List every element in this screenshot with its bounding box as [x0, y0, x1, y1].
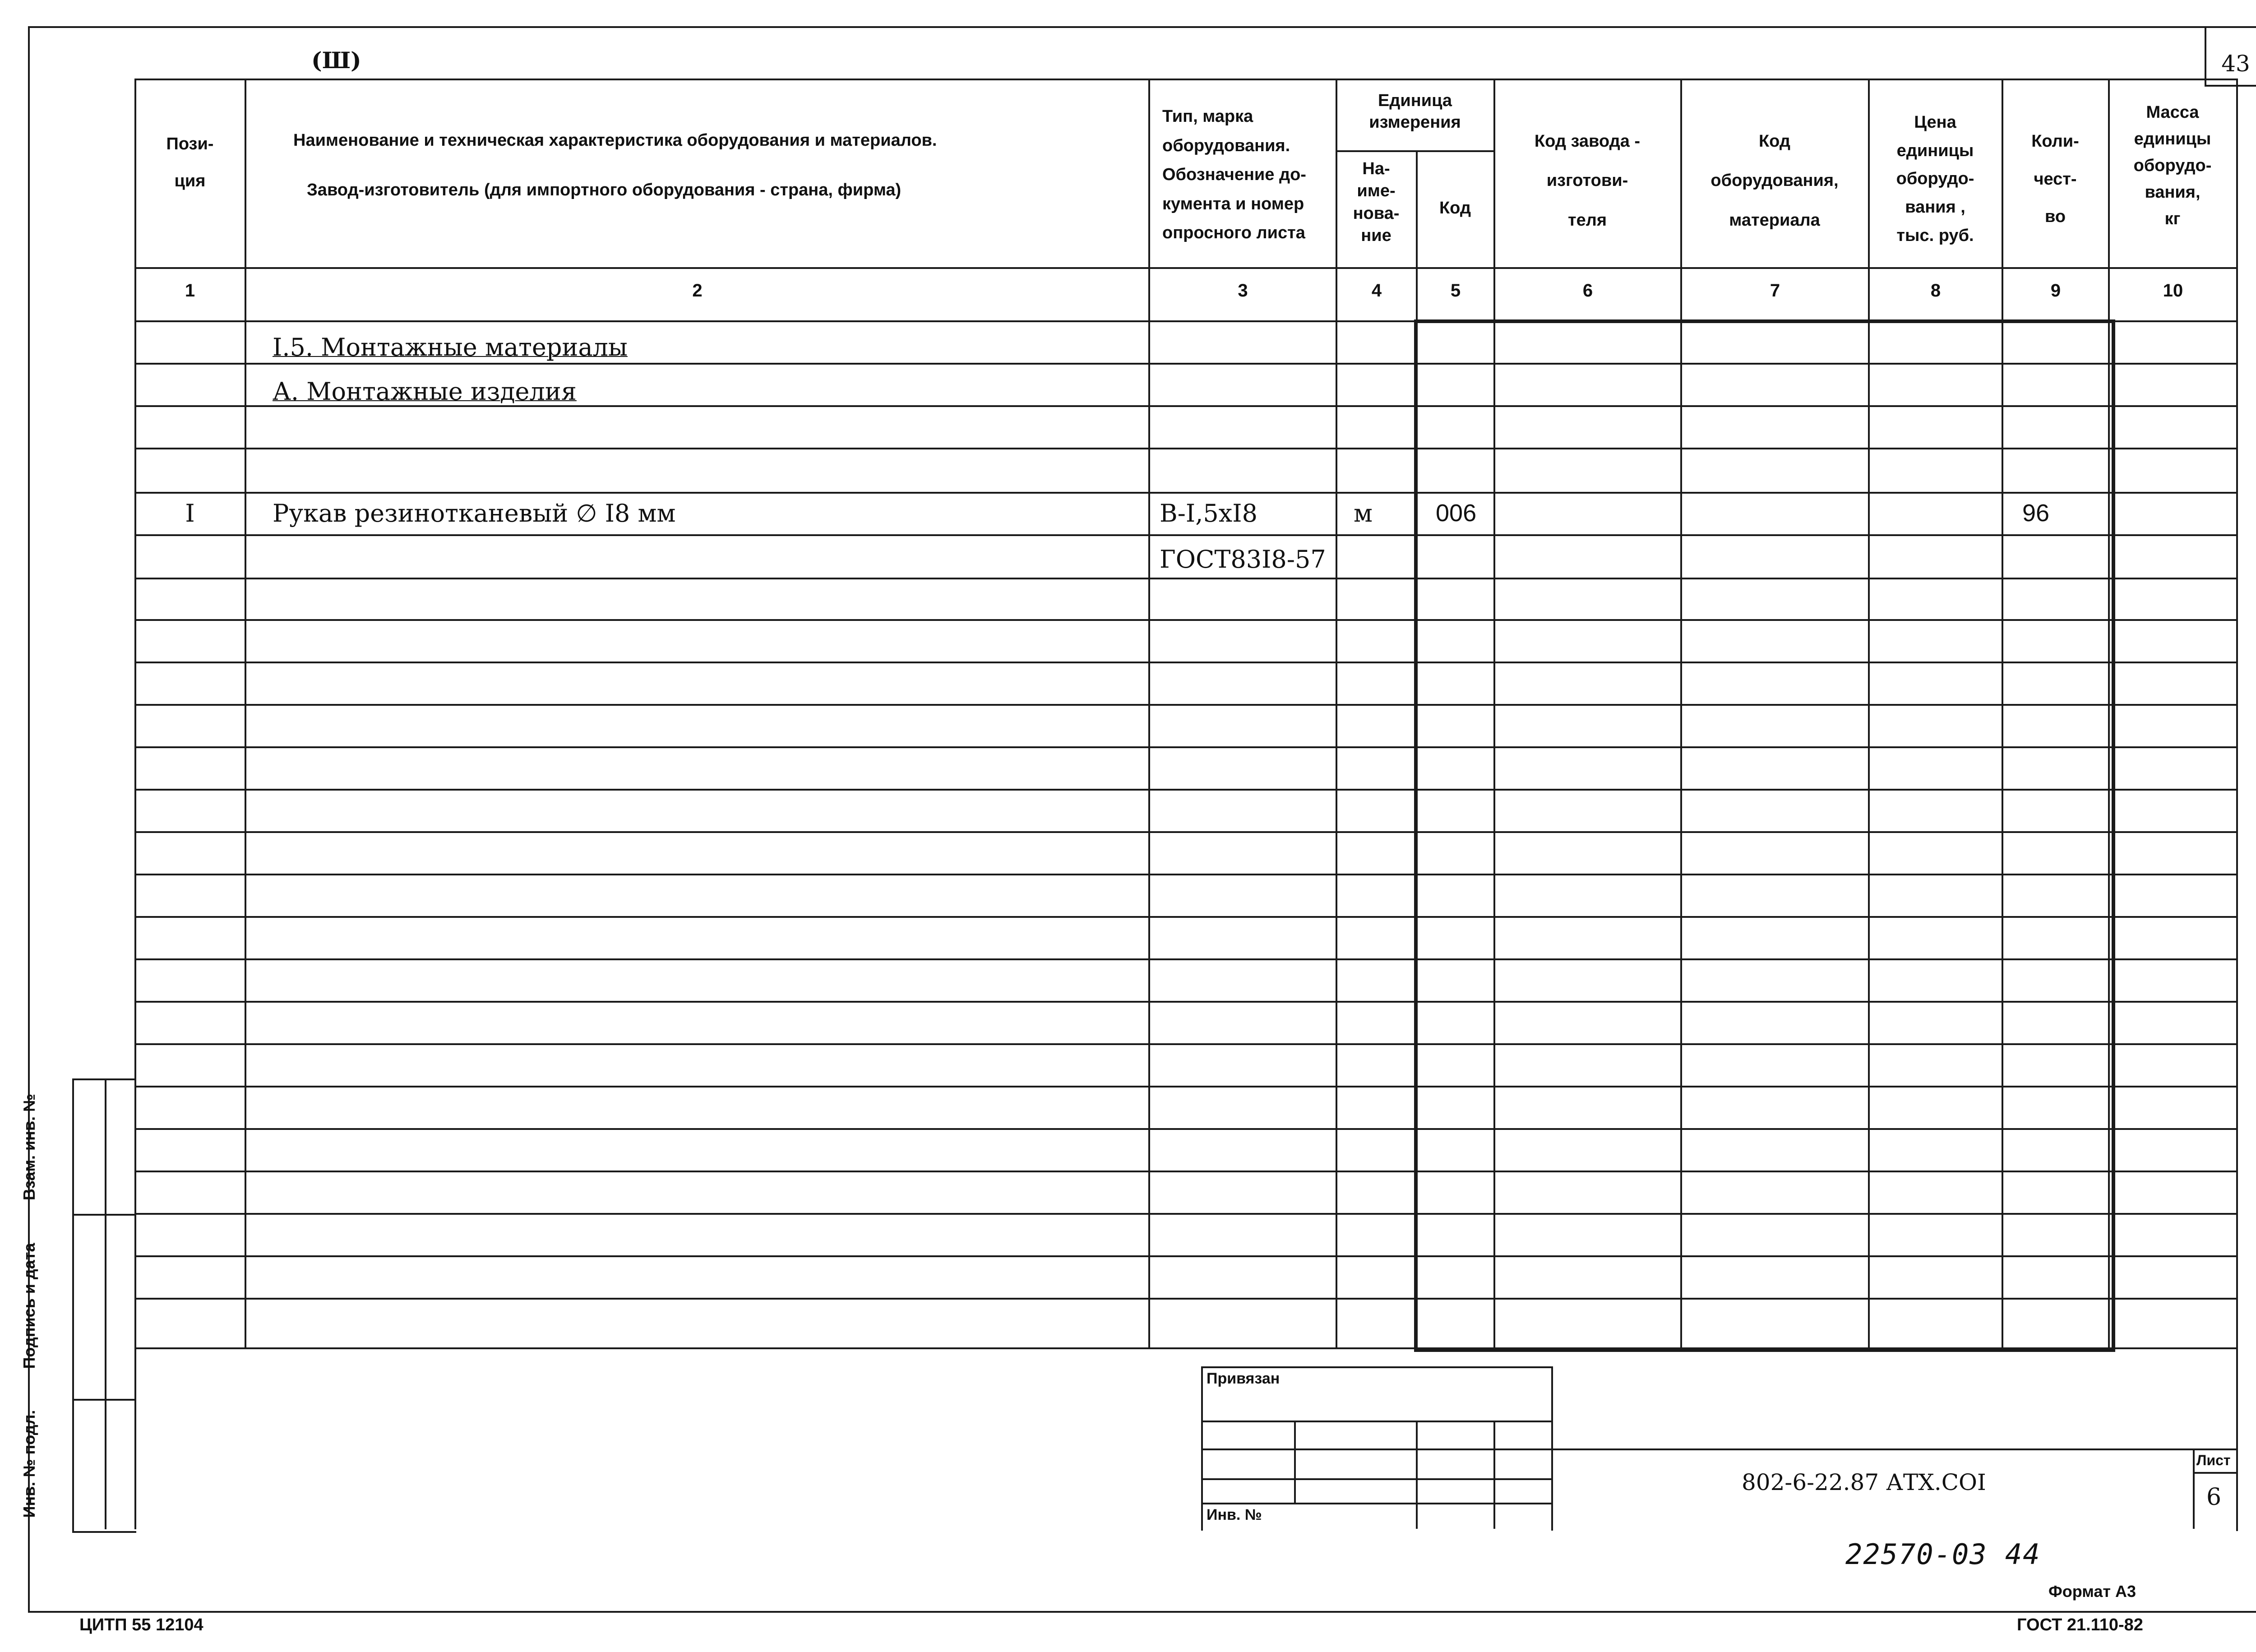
stamp-list-line: [2193, 1472, 2238, 1474]
stamp-line-3: [1201, 1478, 1551, 1480]
stamp-line-2: [1201, 1448, 1551, 1450]
side-stamp: [72, 1078, 136, 1533]
footer-gost: ГОСТ 21.110-82: [2017, 1615, 2143, 1634]
side-stamp-line-1: [72, 1214, 134, 1216]
colnum-9: 9: [2050, 281, 2061, 301]
item1-name: Рукав резинотканевый ∅ I8 мм: [273, 499, 676, 528]
header-mass: Масса единицы оборудо- вания, кг: [2133, 103, 2212, 228]
header-sub-line: [1336, 150, 1495, 152]
colnum-2: 2: [692, 281, 703, 301]
colnum-5: 5: [1450, 281, 1461, 301]
stamp-inv-no: Инв. №: [1207, 1506, 1262, 1523]
side-podpis: Подпись и дата: [20, 1243, 38, 1369]
page-number: 43: [2221, 51, 2250, 77]
item1-type-line2: ГОСТ83I8-57: [1160, 545, 1326, 574]
colnum-6: 6: [1582, 281, 1593, 301]
subsection-title: А. Монтажные изделия: [273, 377, 577, 406]
stamp-vline-1: [1294, 1421, 1296, 1503]
stamp-designation: 802-6-22.87 АТХ.СОI: [1742, 1469, 1986, 1495]
side-stamp-line-2: [72, 1399, 134, 1401]
colnum-3: 3: [1238, 281, 1248, 301]
colnum-4: 4: [1371, 281, 1382, 301]
stamp-line-4: [1201, 1503, 1551, 1504]
table-bottom-line: [134, 1347, 2238, 1349]
side-stamp-inner: [105, 1078, 106, 1529]
footer-format: Формат А3: [2048, 1582, 2136, 1601]
side-zam-inv: Взам. инв. №: [20, 1093, 38, 1201]
colnum-1: 1: [185, 281, 195, 301]
stamp-vline-2: [1416, 1421, 1418, 1529]
header-price: Цена единицы оборудо- вания , тыс. руб.: [1896, 113, 1974, 245]
col-line-1: [245, 79, 246, 1349]
stamp-vline-3: [1493, 1421, 1495, 1529]
col-line-2: [1148, 79, 1150, 1349]
thick-box: [1414, 319, 2115, 1352]
header-unit-group: Единица измерения: [1369, 91, 1461, 132]
header-bottom-line: [134, 267, 2238, 269]
footer-tsitp: ЦИТП 55 12104: [79, 1615, 203, 1634]
header-plant-code: Код завода - изготови- теля: [1534, 132, 1641, 230]
colnum-7: 7: [1770, 281, 1780, 301]
item1-unit-code: 006: [1436, 500, 1477, 527]
header-type: Тип, марка оборудования. Обозначение до- кумента и номер опросного листа: [1162, 107, 1306, 243]
stamp-designation-top: [1549, 1448, 2238, 1450]
side-inv-podl: Инв. № подл.: [20, 1410, 38, 1518]
header-quantity: Коли- чест- во: [2031, 132, 2079, 227]
stamp-list-value: 6: [2206, 1484, 2222, 1511]
item1-quantity: 96: [2022, 500, 2050, 527]
section-title: I.5. Монтажные материалы: [273, 333, 628, 361]
item1-type-line1: В-I,5хI8: [1160, 499, 1257, 528]
stamp-list-label: Лист: [2196, 1452, 2231, 1468]
handwritten-number: 22570-03 44: [1845, 1538, 2041, 1571]
form-mark: (Ш): [311, 47, 361, 74]
header-unit-name: На- име- нова- ние: [1353, 159, 1400, 245]
colnum-10: 10: [2163, 281, 2183, 301]
stamp-line-1: [1201, 1421, 1551, 1422]
header-equipment-code: Код оборудования, материала: [1710, 132, 1839, 230]
item1-unit-name: м: [1354, 499, 1373, 528]
header-unit-code: Код: [1439, 199, 1471, 217]
stamp-privyazan: Привязан: [1207, 1370, 1280, 1387]
item1-position: I: [185, 499, 195, 528]
colnum-8: 8: [1930, 281, 1941, 301]
header-name: Наименование и техническая характеристика оборудования и материалов. Завод-изготовитель (для импортного оборудования - страна, фирма): [293, 131, 937, 199]
header-position: Пози- ция: [166, 134, 214, 190]
col-line-3: [1336, 79, 1337, 1349]
